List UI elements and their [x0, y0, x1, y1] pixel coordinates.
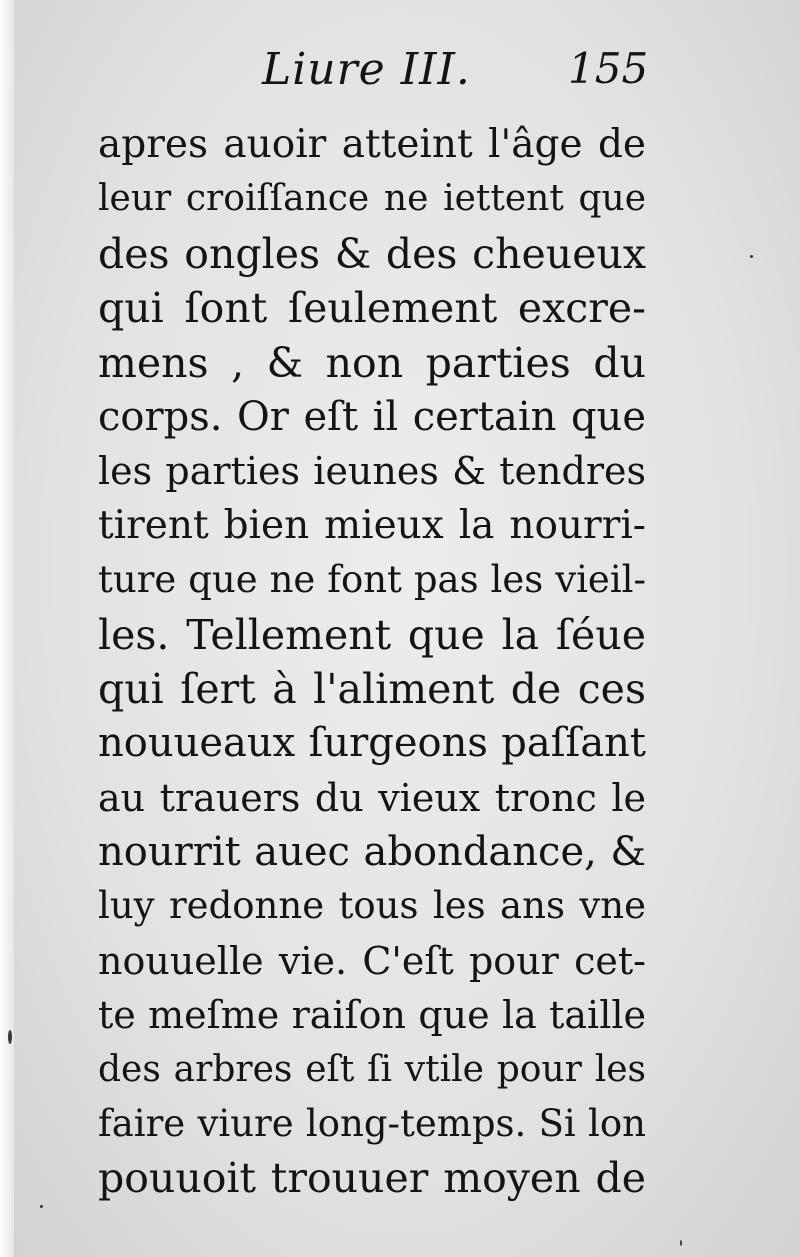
text-line: faire viure long-temps. Si lon: [98, 1102, 646, 1146]
text-line: apres auoir atteint l'âge de: [98, 122, 646, 167]
text-line: mens , & non parties du: [98, 338, 646, 387]
text-line: corps. Or eſt il certain que: [98, 393, 646, 440]
text-line: ture que ne font pas les vieil-: [98, 558, 646, 602]
text-line: les parties ieunes & tendres: [98, 449, 646, 494]
paper-speck: [8, 1030, 12, 1044]
page-header: [0, 44, 800, 114]
text-line: nourrit auec abondance, &: [98, 829, 646, 876]
text-line: des arbres eſt ſi vtile pour les: [98, 1048, 646, 1090]
text-line: qui ſert à l'aliment de ces: [98, 664, 646, 713]
running-title: Liure III.: [262, 44, 471, 95]
text-line: pouuoit trouuer moyen de: [98, 1154, 646, 1203]
text-line: te meſme raiſon que la taille: [98, 993, 646, 1038]
text-line: nouueaux ſurgeons paſſant: [98, 720, 646, 767]
text-line: luy redonne tous les ans vne: [98, 884, 646, 928]
text-line: leur croiſſance ne iettent que: [98, 178, 646, 220]
page-edge: [0, 0, 14, 1257]
page-number: 155: [568, 44, 649, 93]
text-line: tirent bien mieux la nourri-: [98, 502, 646, 548]
body-text: [98, 118, 646, 1206]
text-line: au trauers du vieux tronc le: [98, 775, 646, 820]
text-line: des ongles & des cheueux: [98, 229, 646, 278]
text-line: les. Tellement que la ſéue: [98, 610, 646, 659]
paper-speck: [40, 1205, 43, 1208]
text-line: qui ſont ſeulement excre-: [98, 284, 646, 333]
paper-speck: [750, 255, 753, 258]
text-line: nouuelle vie. C'eſt pour cet-: [98, 938, 646, 983]
paper-speck: [680, 1240, 682, 1246]
